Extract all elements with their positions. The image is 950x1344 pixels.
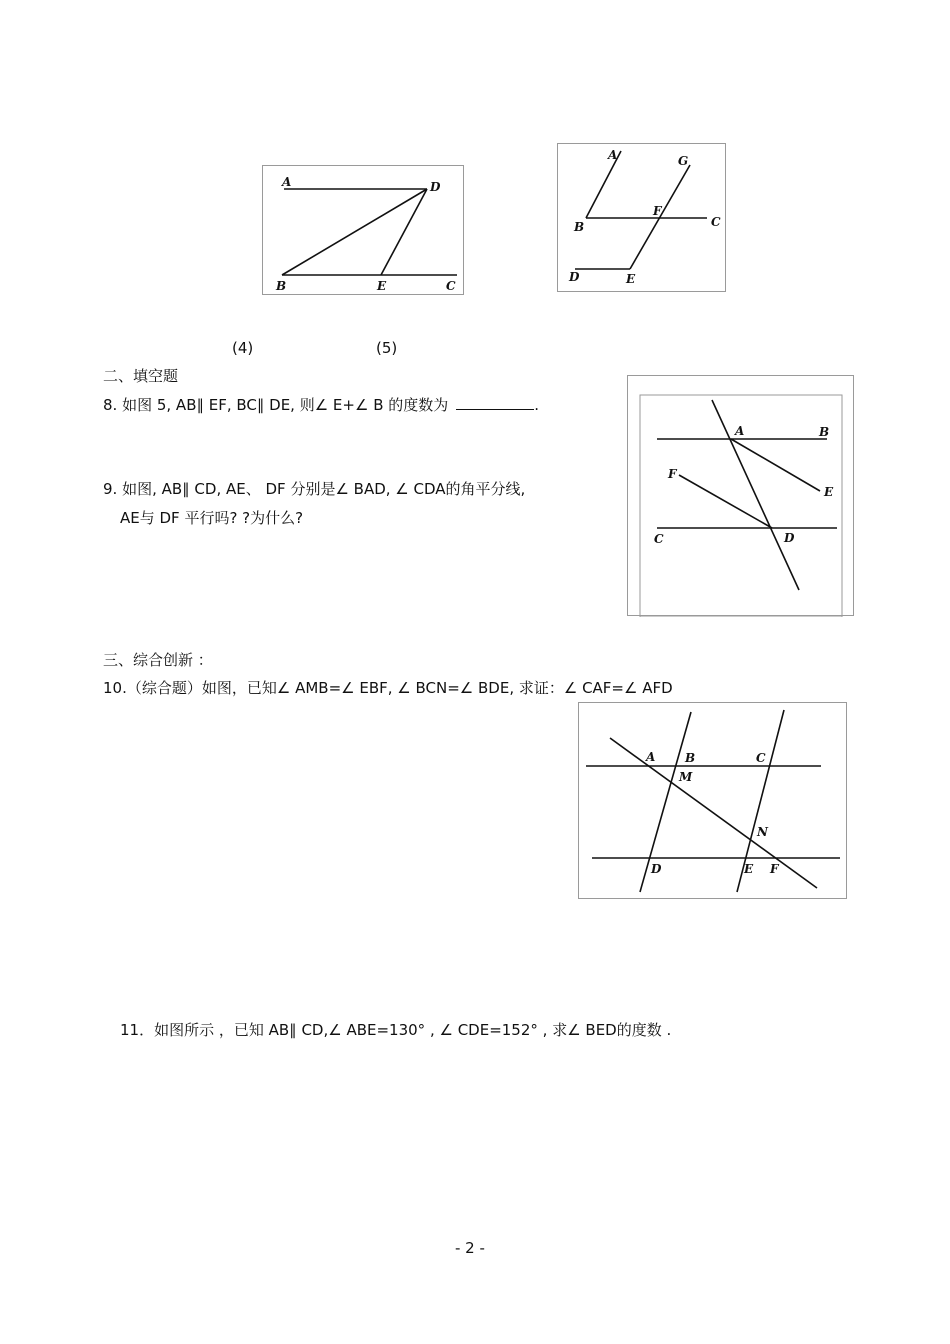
figure-10 [578,702,848,900]
figure-9 [627,375,855,617]
point-label: B [819,425,830,439]
question-8-end: . [534,396,540,414]
point-label: N [757,825,768,839]
transversal-ad [712,400,799,590]
bisector-ae [731,439,820,491]
question-8-text: 8. 如图 5, AB∥ EF, BC∥ DE, 则∠ E+∠ B 的度数为 [103,396,449,414]
point-label: D [430,180,441,194]
point-label: C [711,215,721,229]
question-9-line2: AE与 DF 平行吗? ?为什么? [120,509,304,527]
question-11: 11．如图所示 ，已知 AB∥ CD,∠ ABE=130° , ∠ CDE=152° , 求∠ BED的度数 . [120,1021,672,1039]
page-number: - 2 - [455,1239,485,1257]
section-heading-comprehensive: 三、综合创新 ： [103,651,213,669]
segment-db [282,189,427,275]
point-label: B [685,751,696,765]
point-label: B [574,220,585,234]
point-label: A [646,750,656,764]
point-label: A [282,175,292,189]
point-label: E [626,272,636,286]
question-9-line1: 9. 如图, AB∥ CD, AE、 DF 分别是∠ BAD, ∠ CDA的角平分线, [103,480,526,498]
answer-blank [456,395,534,410]
figure-4 [262,165,466,295]
point-label: D [784,531,795,545]
section-heading-fill-in: 二、填空题 [103,367,179,385]
point-label: F [668,467,677,481]
point-label: A [608,148,618,162]
point-label: C [446,279,456,293]
point-label: E [377,279,387,293]
point-label: D [651,862,662,876]
point-label: M [679,770,693,784]
transversal-bd [640,712,691,892]
point-label: C [756,751,766,765]
question-10: 10.（综合题）如图，已知∠ AMB=∠ EBF, ∠ BCN=∠ BDE, 求证：∠ CAF=∠ AFD [103,679,673,697]
point-label: F [653,204,662,218]
point-label: G [678,154,689,168]
point-label: F [770,862,779,876]
point-label: C [654,532,664,546]
question-8 [103,395,539,414]
point-label: A [735,424,745,438]
transversal-af [610,738,817,888]
point-label: B [276,279,287,293]
point-label: E [744,862,754,876]
point-label: E [824,485,834,499]
figure-caption-5: (5) [376,339,398,357]
figure-caption-4: (4) [232,339,254,357]
point-label: D [569,270,580,284]
figure-5 [557,143,727,293]
